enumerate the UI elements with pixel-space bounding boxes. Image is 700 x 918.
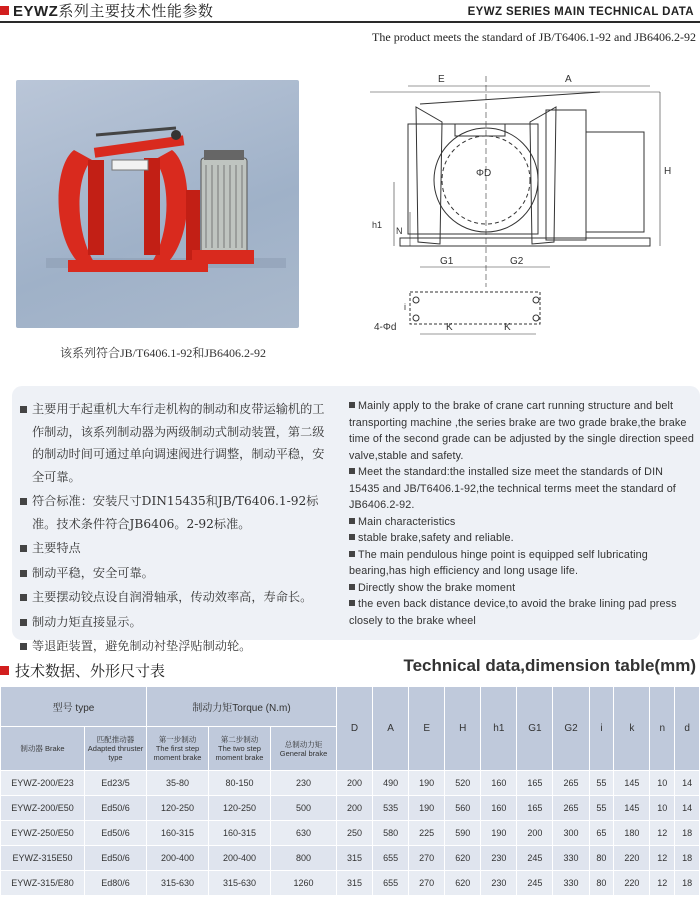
table-cell: 590: [445, 821, 481, 846]
section-title-cn: 技术数据、外形尺寸表: [0, 660, 165, 681]
header-total: 总制动力矩 General brake: [271, 727, 337, 771]
header-dim-d-small: d: [675, 687, 700, 771]
title-en: EYWZ SERIES MAIN TECHNICAL DATA: [467, 6, 694, 18]
table-cell: 1260: [271, 871, 337, 896]
label-i: i: [404, 302, 406, 312]
label-bolt: 4-Φd: [374, 322, 397, 333]
page-title: [0, 0, 213, 21]
table-cell: 120-250: [209, 796, 271, 821]
table-cell: Ed50/6: [85, 821, 147, 846]
feature-en-item: The main pendulous hinge point is equipped self lubricating bearing,has high efficiency and long usage life.: [349, 548, 648, 577]
header-dim-g1: G1: [517, 687, 553, 771]
table-cell: 200-400: [209, 846, 271, 871]
square-bullet-icon: [349, 551, 355, 557]
header-step2: 第二步制动 The two step moment brake: [209, 727, 271, 771]
label-d: ΦD: [476, 168, 492, 179]
table-cell: 500: [271, 796, 337, 821]
table-cell: 12: [650, 821, 675, 846]
table-cell: 270: [409, 846, 445, 871]
square-bullet-icon: [20, 643, 27, 650]
title-cn: 系列主要技术性能参数: [58, 3, 214, 20]
square-bullet-icon: [0, 666, 9, 675]
table-cell: 18: [675, 846, 700, 871]
header-dim-n: n: [650, 687, 675, 771]
square-bullet-icon: [20, 498, 27, 505]
header-dim-h1: h1: [481, 687, 517, 771]
table-cell: 230: [481, 871, 517, 896]
table-cell: 245: [517, 846, 553, 871]
label-g1: G1: [440, 256, 454, 267]
square-bullet-icon: [20, 594, 27, 601]
table-cell: 12: [650, 871, 675, 896]
product-photo: [16, 80, 299, 328]
square-bullet-icon: [349, 534, 355, 540]
label-h: H: [664, 166, 672, 177]
feature-cn-item: 制动力矩直接显示。: [18, 611, 336, 634]
header-dim-i: i: [589, 687, 614, 771]
label-k2: K: [504, 322, 511, 333]
label-h1: h1: [372, 220, 383, 230]
square-bullet-icon: [349, 518, 355, 524]
header-dim-g2: G2: [553, 687, 589, 771]
table-cell: 580: [373, 821, 409, 846]
feature-en-item: Meet the standard:the installed size meet the standards of DIN 15435 and JB/T6406.1-92,the technical terms meet the standard of JB6406.2-92.: [349, 466, 676, 511]
table-cell: 315: [337, 871, 373, 896]
table-cell: EYWZ-315/E80: [1, 871, 85, 896]
header-dim-h: H: [445, 687, 481, 771]
table-cell: 14: [675, 796, 700, 821]
table-cell: 225: [409, 821, 445, 846]
photo-caption: 该系列符合JB/T6406.1-92和JB6406.2-92: [60, 346, 267, 360]
feature-cn-item: 符合标准：安装尺寸DIN15435和JB/T6406.1-92标准。技术条件符合JB6406。2-92标准。: [18, 490, 336, 535]
table-row: [1, 771, 700, 796]
square-bullet-icon: [20, 545, 27, 552]
table-cell: Ed50/6: [85, 846, 147, 871]
title-latin: EYWZ: [13, 3, 59, 20]
table-cell: 330: [553, 846, 589, 871]
header-brake: 制动器 Brake: [1, 727, 85, 771]
standard-note: The product meets the standard of JB/T6406.1-92 and JB6406.2-92: [372, 30, 696, 44]
table-cell: 200: [337, 771, 373, 796]
feature-en-item: stable brake,safety and reliable.: [344, 530, 694, 547]
square-bullet-icon: [349, 402, 355, 408]
table-cell: 180: [614, 821, 650, 846]
table-cell: 315-630: [147, 871, 209, 896]
table-cell: 230: [271, 771, 337, 796]
brake-illustration: [16, 80, 299, 328]
table-cell: 620: [445, 871, 481, 896]
square-bullet-icon: [349, 468, 355, 474]
table-row: [1, 796, 700, 821]
table-cell: 330: [553, 871, 589, 896]
header-step1: 第一步制动 The first step moment brake: [147, 727, 209, 771]
table-cell: 190: [409, 771, 445, 796]
feature-cn-item: 主要摆动铰点设自润滑轴承，传动效率高，寿命长。: [18, 586, 336, 609]
table-cell: 160-315: [209, 821, 271, 846]
square-bullet-icon: [20, 619, 27, 626]
table-cell: 160: [481, 771, 517, 796]
table-cell: 145: [614, 771, 650, 796]
table-cell: 800: [271, 846, 337, 871]
dimension-drawing: [360, 62, 690, 344]
table-cell: EYWZ-200/E23: [1, 771, 85, 796]
header-dim-k: k: [614, 687, 650, 771]
table-cell: 190: [481, 821, 517, 846]
header-dim-a: A: [373, 687, 409, 771]
table-cell: 250: [337, 821, 373, 846]
table-cell: 35-80: [147, 771, 209, 796]
table-cell: 190: [409, 796, 445, 821]
label-g2: G2: [510, 256, 524, 267]
table-cell: 220: [614, 871, 650, 896]
square-bullet-icon: [20, 570, 27, 577]
feature-en-item: Directly show the brake moment: [344, 580, 694, 597]
table-cell: 145: [614, 796, 650, 821]
section-title-en: Technical data,dimension table(mm): [403, 656, 696, 675]
table-cell: 55: [589, 771, 614, 796]
header-dim-d: D: [337, 687, 373, 771]
header-torque: 制动力矩Torque (N.m): [147, 687, 337, 727]
table-cell: 12: [650, 846, 675, 871]
table-cell: 200: [517, 821, 553, 846]
table-cell: 655: [373, 846, 409, 871]
table-cell: EYWZ-200/E50: [1, 796, 85, 821]
table-cell: 315: [337, 846, 373, 871]
table-cell: 160-315: [147, 821, 209, 846]
feature-en-item: Mainly apply to the brake of crane cart running structure and belt transporting machine ,the series brake are two grade brake,the brake time of the second grade can be adjusted by the single direction speed valve,stable and safety.: [349, 400, 694, 462]
table-cell: 80-150: [209, 771, 271, 796]
table-row: [1, 821, 700, 846]
table-cell: 220: [614, 846, 650, 871]
square-bullet-icon: [349, 600, 355, 606]
header-dim-e: E: [409, 687, 445, 771]
feature-cn-item: 等退距装置，避免制动衬垫浮贴制动轮。: [18, 635, 336, 658]
table-cell: 165: [517, 796, 553, 821]
table-cell: 10: [650, 771, 675, 796]
table-cell: 10: [650, 796, 675, 821]
table-cell: 55: [589, 796, 614, 821]
label-n: N: [396, 226, 403, 236]
label-e: E: [438, 74, 445, 85]
table-cell: 490: [373, 771, 409, 796]
table-cell: 535: [373, 796, 409, 821]
table-cell: 200: [337, 796, 373, 821]
table-cell: 655: [373, 871, 409, 896]
table-cell: 18: [675, 821, 700, 846]
table-cell: 160: [481, 796, 517, 821]
features-en: [344, 398, 694, 629]
table-cell: 80: [589, 871, 614, 896]
table-row: [1, 871, 700, 896]
table-cell: 245: [517, 871, 553, 896]
header-divider: [0, 21, 700, 23]
table-cell: 630: [271, 821, 337, 846]
table-cell: EYWZ-315E50: [1, 846, 85, 871]
table-cell: 265: [553, 771, 589, 796]
square-bullet-icon: [349, 584, 355, 590]
header-thruster: 匹配推动器 Adapted thruster type: [85, 727, 147, 771]
table-cell: 80: [589, 846, 614, 871]
table-cell: 265: [553, 796, 589, 821]
table-cell: 270: [409, 871, 445, 896]
square-bullet-icon: [20, 406, 27, 413]
feature-cn-item: 主要特点: [18, 537, 336, 560]
table-cell: 520: [445, 771, 481, 796]
table-cell: 300: [553, 821, 589, 846]
table-row: [1, 846, 700, 871]
table-cell: 315-630: [209, 871, 271, 896]
table-cell: 14: [675, 771, 700, 796]
table-cell: 120-250: [147, 796, 209, 821]
table-cell: Ed50/6: [85, 796, 147, 821]
table-cell: Ed23/5: [85, 771, 147, 796]
table-cell: 620: [445, 846, 481, 871]
spec-table: [0, 686, 700, 896]
table-cell: EYWZ-250/E50: [1, 821, 85, 846]
label-a: A: [565, 74, 572, 85]
feature-cn-item: 制动平稳，安全可靠。: [18, 562, 336, 585]
table-cell: 230: [481, 846, 517, 871]
feature-en-item: Main characteristics: [344, 514, 694, 531]
header-model: 型号 type: [1, 687, 147, 727]
table-cell: 165: [517, 771, 553, 796]
table-cell: 200-400: [147, 846, 209, 871]
feature-en-item: the even back distance device,to avoid the brake lining pad press closely to the brake wheel: [349, 598, 677, 627]
features-cn: [18, 398, 336, 660]
feature-cn-item: 主要用于起重机大车行走机构的制动和皮带运输机的工作制动，该系列制动器为两级制动式制动装置，第二级的制动时间可通过单向调速阀进行调整，制动平稳，安全可靠。: [18, 398, 336, 488]
label-k1: K: [446, 322, 453, 333]
square-bullet-icon: [0, 6, 9, 15]
table-cell: 18: [675, 871, 700, 896]
table-cell: 65: [589, 821, 614, 846]
table-cell: Ed80/6: [85, 871, 147, 896]
spec-table-body: [1, 771, 700, 896]
table-cell: 560: [445, 796, 481, 821]
